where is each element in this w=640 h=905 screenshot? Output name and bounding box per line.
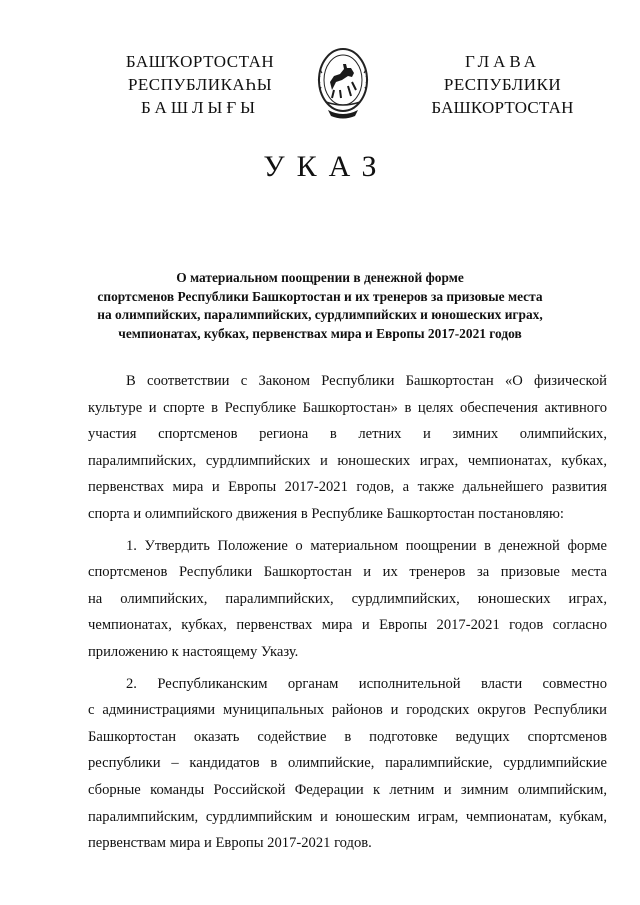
heading-line: на олимпийских, паралимпийских, сурдлимпийских и юношеских играх, bbox=[97, 307, 543, 322]
text-line: с администрациями муниципальных районов и городских округов Республики bbox=[88, 702, 607, 719]
issuer-russian-line-1: ГЛАВА bbox=[465, 52, 540, 71]
text-line: первенствам мира и Европы 2017-2021 годов. bbox=[88, 835, 372, 852]
text-line: приложению к настоящему Указу. bbox=[88, 643, 299, 660]
paragraph-preamble bbox=[88, 368, 607, 528]
text-line: 2. Республиканским органам исполнительной власти совместно bbox=[126, 675, 607, 692]
text-line: паралимпийских, сурдлимпийских и юношеских играх, чемпионатах, кубках, bbox=[88, 452, 607, 469]
document-type-title: УКАЗ bbox=[263, 150, 389, 183]
heading-line: чемпионатах, кубках, первенствах мира и Европы 2017-2021 годов bbox=[118, 325, 522, 341]
coat-of-arms-icon bbox=[316, 46, 370, 120]
decree-heading bbox=[80, 269, 560, 343]
text-line: спортсменов Республики Башкортостан и их тренеров за призовые места bbox=[88, 564, 607, 581]
text-line: 1. Утвердить Положение о материальном поощрении в денежной форме bbox=[126, 537, 607, 554]
issuer-title-russian bbox=[420, 50, 585, 119]
heading-line: О материальном поощрении в денежной форме bbox=[176, 270, 464, 285]
issuer-bashkir-line-2: РЕСПУБЛИКАҺЫ bbox=[127, 75, 273, 94]
issuer-title-bashkir bbox=[105, 50, 295, 119]
text-line: чемпионатах, кубках, первенствах мира и Европы 2017-2021 годов согласно bbox=[88, 617, 607, 634]
paragraph-item-2 bbox=[88, 671, 607, 857]
document-header bbox=[0, 40, 640, 120]
text-line: спорта и олимпийского движения в Республике Башкортостан постановляю: bbox=[88, 505, 564, 522]
text-line: культуре и спорте в Республике Башкортостан» в целях обеспечения активного bbox=[88, 399, 607, 416]
text-line: Башкортостан оказать содействие в подготовке ведущих спортсменов bbox=[88, 728, 607, 745]
heading-line: спортсменов Республики Башкортостан и их тренеров за призовые места bbox=[97, 288, 543, 304]
text-line: республики – кандидатов в олимпийские, паралимпийские, сурдлимпийские bbox=[88, 755, 607, 772]
text-line: В соответствии с Законом Республики Башкортостан «О физической bbox=[126, 373, 607, 389]
decree-body bbox=[88, 368, 607, 857]
text-line: сборные команды Российской Федерации к летним и зимним олимпийским, bbox=[88, 781, 607, 798]
issuer-bashkir-line-3: БАШЛЫҒЫ bbox=[141, 98, 259, 117]
text-line: первенствах мира и Европы 2017-2021 годов, а также дальнейшего развития bbox=[88, 479, 607, 496]
issuer-russian-line-2: РЕСПУБЛИКИ bbox=[443, 75, 562, 94]
text-line: паралимпийским, сурдлимпийским и юношеским играм, чемпионатам, кубкам, bbox=[88, 808, 607, 825]
issuer-russian-line-3: БАШКОРТОСТАН bbox=[431, 98, 574, 117]
text-line: участия спортсменов региона в летних и зимних олимпийских, bbox=[88, 426, 607, 443]
text-line: на олимпийских, паралимпийских, сурдлимпийских, юношеских играх, bbox=[88, 590, 607, 607]
paragraph-item-1 bbox=[88, 533, 607, 666]
issuer-bashkir-line-1: БАШҠОРТОСТАН bbox=[125, 52, 275, 71]
